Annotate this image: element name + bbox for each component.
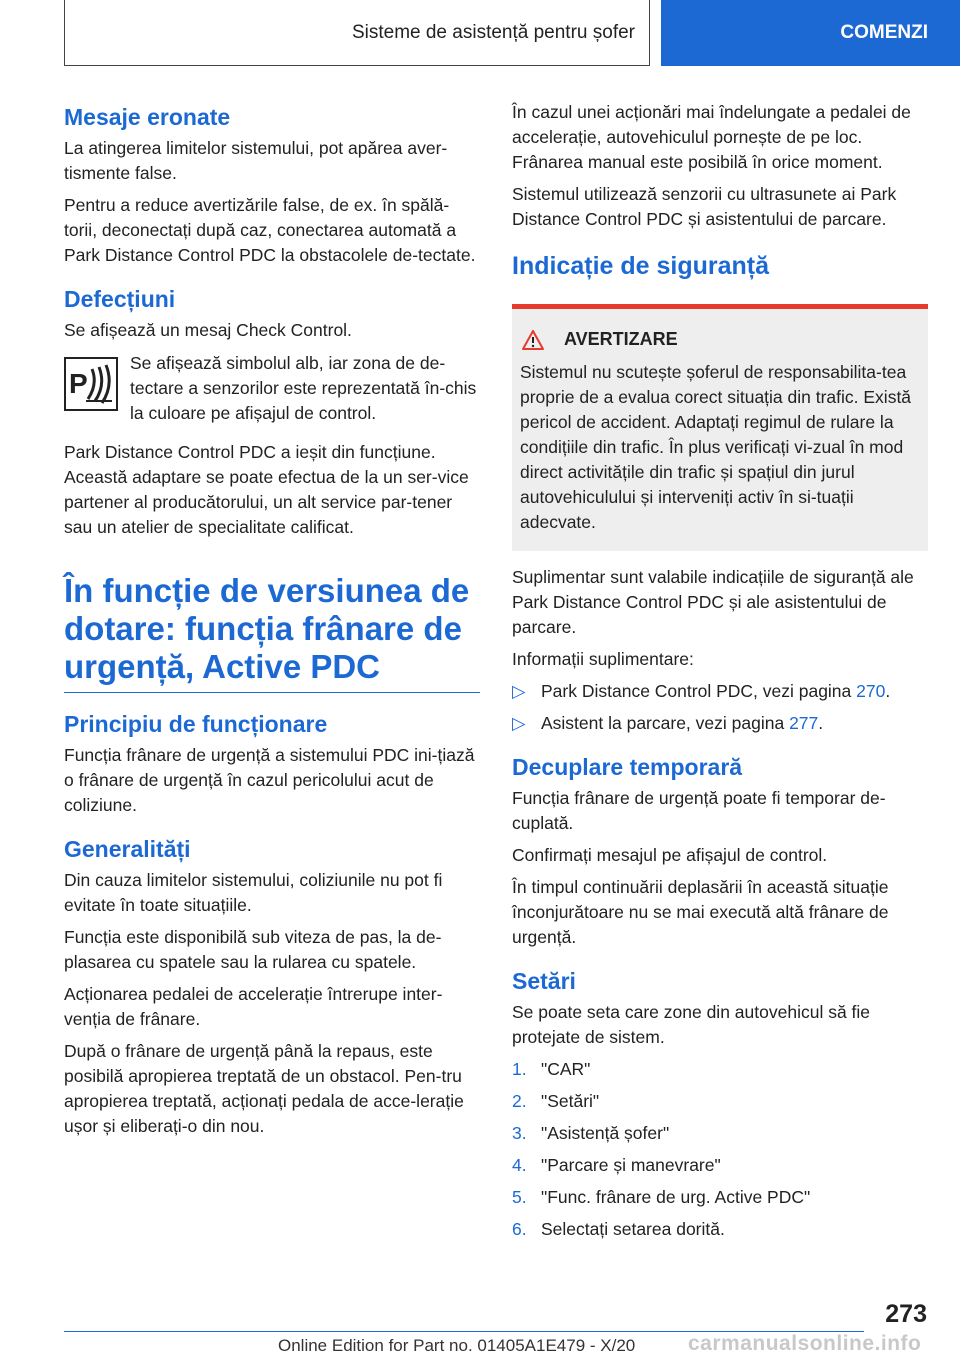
paragraph: Suplimentar sunt valabile indicațiile de siguranță ale Park Distance Control PDC și ale asistentului de parcare. xyxy=(512,567,914,637)
warning-text: Sistemul nu scutește șoferul de responsabilita-tea proprie de a evalua corect situația din trafic. Există pericol de accident. Adaptați regimul de rulare la condițiile din trafic. În plus verificați vi-zual în mod direct activitățile din trafic și spațiul din jurul autovehiculului și interveniți activ în si-tuații adecvate. xyxy=(520,362,912,532)
paragraph: Funcția este disponibilă sub viteza de pas, la de-plasarea cu spatele sau la rularea cu spatele. xyxy=(64,927,442,972)
heading-principiu: Principiu de funcționare xyxy=(64,711,328,737)
pdc-warning-icon xyxy=(64,357,118,411)
step-item: 4. "Parcare și manevrare" xyxy=(512,1155,721,1175)
warning-header xyxy=(520,327,920,352)
list-item: ▷ Park Distance Control PDC, vezi pagina 270. xyxy=(512,679,928,704)
page-number: 273 xyxy=(885,1300,927,1328)
page-link-270[interactable]: 270 xyxy=(856,681,886,701)
list-item: ▷ Asistent la parcare, vezi pagina 277. xyxy=(512,711,928,736)
page-link-277[interactable]: 277 xyxy=(789,713,819,733)
main-heading: În funcție de versiunea de dotare: funcția frânare de urgență, Active PDC xyxy=(64,572,480,693)
step-item: 3. "Asistență șofer" xyxy=(512,1123,670,1143)
paragraph: Informații suplimentare: xyxy=(512,649,694,669)
paragraph: Se poate seta care zone din autovehicul să fie protejate de sistem. xyxy=(512,1002,871,1047)
chapter-tab[interactable]: COMENZI xyxy=(661,0,960,66)
paragraph: Park Distance Control PDC a ieșit din funcțiune. Această adaptare se poate efectua de la un ser-vice partener al producătorului, un alt service par-tener sau un atelier de specialitate calificat. xyxy=(64,442,469,537)
paragraph: Confirmați mesajul pe afișajul de control. xyxy=(512,845,828,865)
step-item: 1. "CAR" xyxy=(512,1059,591,1079)
bullet-triangle-icon: ▷ xyxy=(512,681,526,701)
heading-decuplare: Decuplare temporară xyxy=(512,754,743,780)
bullet-triangle-icon: ▷ xyxy=(512,713,526,733)
heading-mesaje-eronate: Mesaje eronate xyxy=(64,104,231,130)
paragraph: Pentru a reduce avertizările false, de ex. în spălă-torii, deconectați după caz, conectarea automată a Park Distance Control PDC la obstacolele de-tectate. xyxy=(64,195,476,265)
left-column xyxy=(64,100,480,1146)
heading-defectiuni: Defecțiuni xyxy=(64,286,176,312)
icon-description: Se afișează simbolul alb, iar zona de de-tectare a senzorilor este reprezentată în-chis la culoare pe afișajul de control. xyxy=(130,353,477,423)
svg-text:P: P xyxy=(69,368,88,399)
paragraph: Acționarea pedalei de accelerație întrerupe inter-venția de frânare. xyxy=(64,984,443,1029)
paragraph: Din cauza limitelor sistemului, coliziunile nu pot fi evitate în toate situațiile. xyxy=(64,870,443,915)
paragraph: În cazul unei acționări mai îndelungate a pedalei de accelerație, autovehiculul pornește de pe loc. Frânarea manual este posibilă în orice moment. xyxy=(512,102,911,172)
paragraph: Se afișează un mesaj Check Control. xyxy=(64,320,352,340)
right-column xyxy=(512,100,928,1249)
warning-box xyxy=(512,304,928,551)
page-header xyxy=(64,0,960,66)
watermark: carmanualsonline.info xyxy=(688,1332,922,1355)
heading-indicatie-siguranta: Indicație de siguranță xyxy=(512,252,770,280)
paragraph: După o frânare de urgență până la repaus, este posibilă apropierea treptată de un obstacol. Pen-tru apropierea treptată, acționați pedala de acce-lerație ușor și eliberați-o din nou. xyxy=(64,1041,464,1136)
heading-setari: Setări xyxy=(512,968,576,994)
paragraph: Funcția frânare de urgență a sistemului PDC ini-țiază o frânare de urgență în cazul pericolului acut de coliziune. xyxy=(64,745,475,815)
section-title: Sisteme de asistență pentru șofer xyxy=(64,0,650,66)
paragraph: Funcția frânare de urgență poate fi temporar de-cuplată. xyxy=(512,788,886,833)
step-item: 2. "Setări" xyxy=(512,1091,600,1111)
heading-generalitati: Generalități xyxy=(64,836,191,862)
pdc-symbol-block xyxy=(64,351,480,426)
paragraph: În timpul continuării deplasării în această situație înconjurătoare nu se mai execută altă frânare de urgență. xyxy=(512,877,889,947)
step-item: 5. "Func. frânare de urg. Active PDC" xyxy=(512,1187,811,1207)
paragraph: La atingerea limitelor sistemului, pot apărea aver-tismente false. xyxy=(64,138,448,183)
warning-title: AVERTIZARE xyxy=(564,329,678,349)
paragraph: Sistemul utilizează senzorii cu ultrasunete ai Park Distance Control PDC și asistentului de parcare. xyxy=(512,184,897,229)
edition-text: Online Edition for Part no. 01405A1E479 - X/20 xyxy=(278,1336,636,1355)
step-item: 6. Selectați setarea dorită. xyxy=(512,1219,725,1239)
warning-triangle-icon xyxy=(522,330,544,350)
